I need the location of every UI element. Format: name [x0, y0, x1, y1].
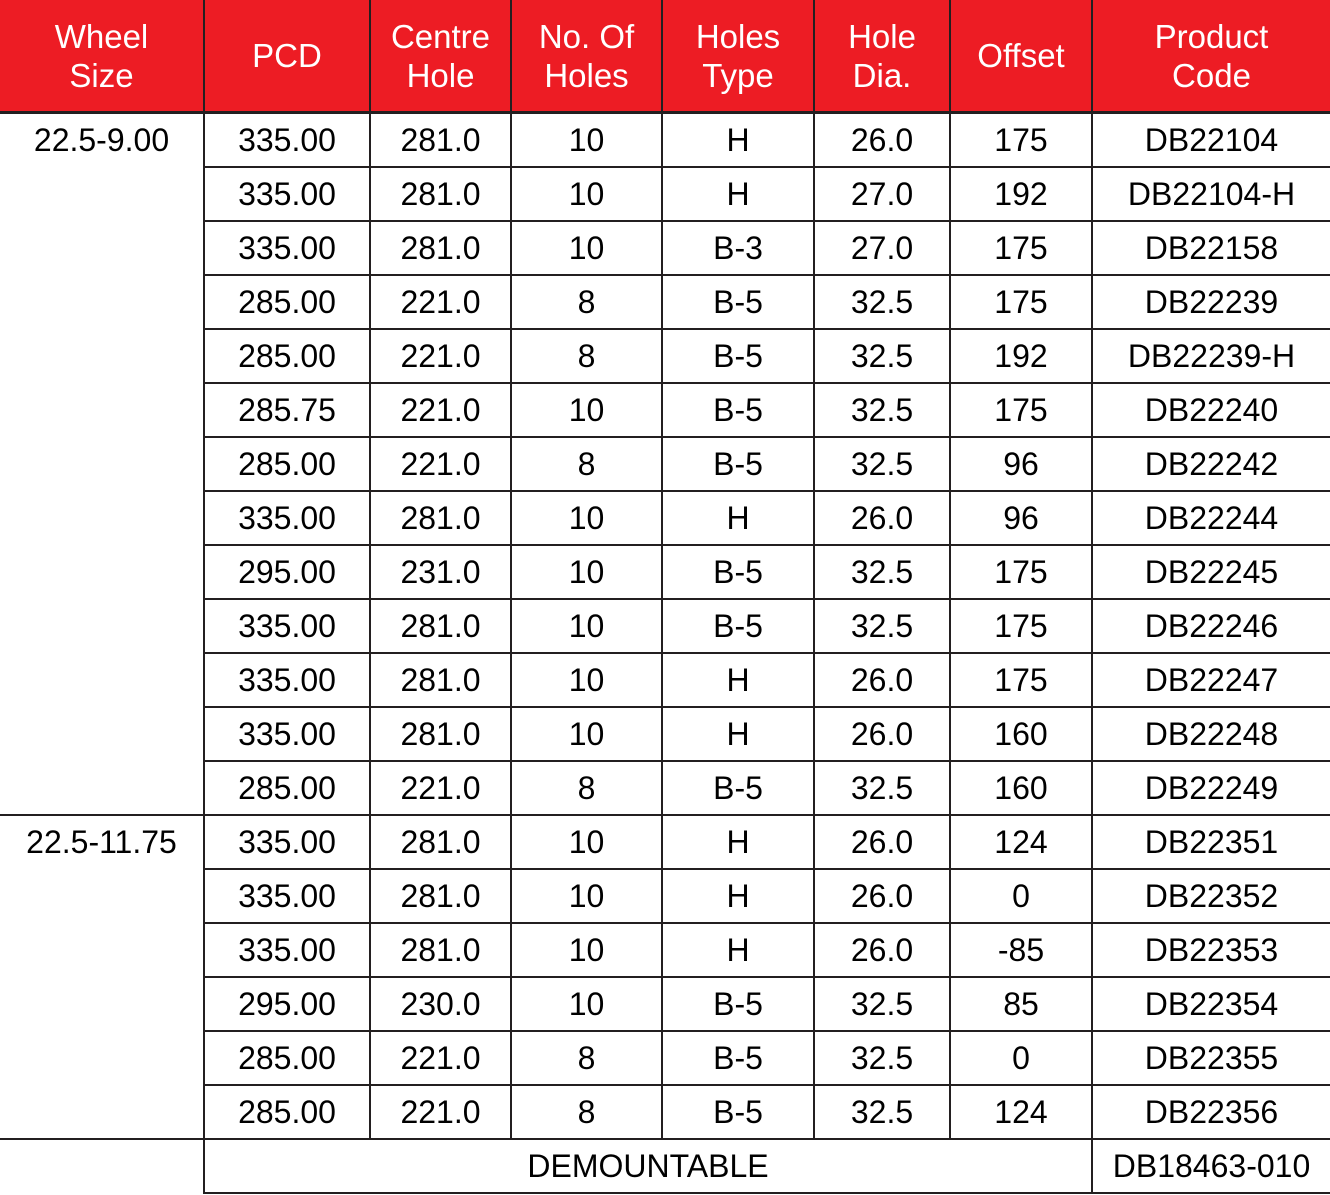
no-of-holes-cell: 10	[511, 491, 662, 545]
centre-hole-cell: 221.0	[370, 1085, 511, 1139]
product-code-cell: DB22246	[1092, 599, 1330, 653]
offset-cell: 175	[950, 653, 1092, 707]
no-of-holes-cell: 10	[511, 977, 662, 1031]
holes-type-cell: H	[662, 167, 814, 221]
pcd-cell: 335.00	[204, 923, 370, 977]
no-of-holes-cell: 8	[511, 761, 662, 815]
holes-type-cell: B-5	[662, 329, 814, 383]
wheel-size-cell: 22.5-11.75	[0, 815, 204, 1139]
pcd-cell: 295.00	[204, 545, 370, 599]
pcd-cell: 335.00	[204, 653, 370, 707]
product-code-cell: DB22355	[1092, 1031, 1330, 1085]
no-of-holes-cell: 10	[511, 923, 662, 977]
offset-cell: 175	[950, 599, 1092, 653]
holes-type-cell: B-5	[662, 1031, 814, 1085]
offset-cell: 124	[950, 1085, 1092, 1139]
hole-dia-cell: 32.5	[814, 977, 950, 1031]
product-code-cell: DB22249	[1092, 761, 1330, 815]
no-of-holes-cell: 10	[511, 599, 662, 653]
offset-cell: 175	[950, 275, 1092, 329]
header-centre-hole: Centre Hole	[370, 0, 511, 113]
table-body	[0, 113, 1330, 1194]
offset-cell: 175	[950, 545, 1092, 599]
centre-hole-cell: 231.0	[370, 545, 511, 599]
pcd-cell: 285.00	[204, 329, 370, 383]
product-code-cell: DB22104	[1092, 113, 1330, 168]
offset-cell: 192	[950, 329, 1092, 383]
offset-cell: 175	[950, 383, 1092, 437]
centre-hole-cell: 281.0	[370, 707, 511, 761]
pcd-cell: 335.00	[204, 599, 370, 653]
offset-cell: 85	[950, 977, 1092, 1031]
holes-type-cell: H	[662, 923, 814, 977]
header-no-of-holes: No. Of Holes	[511, 0, 662, 113]
holes-type-cell: H	[662, 491, 814, 545]
no-of-holes-cell: 10	[511, 707, 662, 761]
holes-type-cell: B-5	[662, 545, 814, 599]
holes-type-cell: H	[662, 707, 814, 761]
pcd-cell: 335.00	[204, 707, 370, 761]
no-of-holes-cell: 8	[511, 329, 662, 383]
holes-type-cell: B-3	[662, 221, 814, 275]
pcd-cell: 285.75	[204, 383, 370, 437]
holes-type-cell: B-5	[662, 1085, 814, 1139]
no-of-holes-cell: 10	[511, 815, 662, 869]
demountable-label: DEMOUNTABLE	[204, 1139, 1092, 1193]
pcd-cell: 335.00	[204, 491, 370, 545]
pcd-cell: 285.00	[204, 761, 370, 815]
product-code-cell: DB22240	[1092, 383, 1330, 437]
holes-type-cell: H	[662, 869, 814, 923]
hole-dia-cell: 32.5	[814, 599, 950, 653]
product-code-cell: DB22352	[1092, 869, 1330, 923]
offset-cell: 160	[950, 761, 1092, 815]
header-product-code: Product Code	[1092, 0, 1330, 113]
pcd-cell: 335.00	[204, 815, 370, 869]
product-code-cell: DB22247	[1092, 653, 1330, 707]
centre-hole-cell: 221.0	[370, 1031, 511, 1085]
no-of-holes-cell: 8	[511, 437, 662, 491]
holes-type-cell: H	[662, 815, 814, 869]
holes-type-cell: B-5	[662, 599, 814, 653]
holes-type-cell: H	[662, 653, 814, 707]
pcd-cell: 285.00	[204, 1085, 370, 1139]
holes-type-cell: B-5	[662, 437, 814, 491]
offset-cell: 96	[950, 437, 1092, 491]
header-pcd: PCD	[204, 0, 370, 113]
centre-hole-cell: 281.0	[370, 221, 511, 275]
hole-dia-cell: 32.5	[814, 329, 950, 383]
product-code-cell: DB22239	[1092, 275, 1330, 329]
pcd-cell: 335.00	[204, 869, 370, 923]
no-of-holes-cell: 10	[511, 869, 662, 923]
hole-dia-cell: 32.5	[814, 437, 950, 491]
offset-cell: 0	[950, 869, 1092, 923]
offset-cell: -85	[950, 923, 1092, 977]
hole-dia-cell: 26.0	[814, 491, 950, 545]
centre-hole-cell: 281.0	[370, 113, 511, 168]
product-code-cell: DB22353	[1092, 923, 1330, 977]
hole-dia-cell: 32.5	[814, 545, 950, 599]
product-code-cell: DB22242	[1092, 437, 1330, 491]
product-code-cell: DB22239-H	[1092, 329, 1330, 383]
centre-hole-cell: 281.0	[370, 869, 511, 923]
hole-dia-cell: 32.5	[814, 1085, 950, 1139]
offset-cell: 175	[950, 221, 1092, 275]
no-of-holes-cell: 10	[511, 221, 662, 275]
centre-hole-cell: 221.0	[370, 275, 511, 329]
centre-hole-cell: 281.0	[370, 491, 511, 545]
hole-dia-cell: 32.5	[814, 275, 950, 329]
hole-dia-cell: 32.5	[814, 1031, 950, 1085]
header-hole-dia: Hole Dia.	[814, 0, 950, 113]
product-code-cell: DB22351	[1092, 815, 1330, 869]
holes-type-cell: B-5	[662, 383, 814, 437]
header-offset: Offset	[950, 0, 1092, 113]
no-of-holes-cell: 8	[511, 275, 662, 329]
header-row	[0, 0, 1330, 113]
hole-dia-cell: 27.0	[814, 167, 950, 221]
pcd-cell: 295.00	[204, 977, 370, 1031]
header-holes-type: Holes Type	[662, 0, 814, 113]
centre-hole-cell: 281.0	[370, 167, 511, 221]
no-of-holes-cell: 10	[511, 113, 662, 168]
holes-type-cell: B-5	[662, 275, 814, 329]
offset-cell: 124	[950, 815, 1092, 869]
hole-dia-cell: 32.5	[814, 761, 950, 815]
pcd-cell: 285.00	[204, 1031, 370, 1085]
offset-cell: 96	[950, 491, 1092, 545]
centre-hole-cell: 221.0	[370, 383, 511, 437]
demountable-code: DB18463-010	[1092, 1139, 1330, 1193]
centre-hole-cell: 221.0	[370, 329, 511, 383]
hole-dia-cell: 26.0	[814, 815, 950, 869]
hole-dia-cell: 26.0	[814, 113, 950, 168]
product-code-cell: DB22356	[1092, 1085, 1330, 1139]
pcd-cell: 285.00	[204, 275, 370, 329]
offset-cell: 0	[950, 1031, 1092, 1085]
holes-type-cell: B-5	[662, 977, 814, 1031]
pcd-cell: 285.00	[204, 437, 370, 491]
table-row	[0, 815, 1330, 869]
no-of-holes-cell: 8	[511, 1031, 662, 1085]
product-code-cell: DB22158	[1092, 221, 1330, 275]
hole-dia-cell: 26.0	[814, 653, 950, 707]
no-of-holes-cell: 10	[511, 167, 662, 221]
centre-hole-cell: 281.0	[370, 923, 511, 977]
centre-hole-cell: 221.0	[370, 437, 511, 491]
table-row	[0, 113, 1330, 168]
hole-dia-cell: 26.0	[814, 869, 950, 923]
no-of-holes-cell: 10	[511, 653, 662, 707]
hole-dia-cell: 32.5	[814, 383, 950, 437]
header-wheel-size: Wheel Size	[0, 0, 204, 113]
offset-cell: 160	[950, 707, 1092, 761]
no-of-holes-cell: 10	[511, 383, 662, 437]
centre-hole-cell: 221.0	[370, 761, 511, 815]
product-code-cell: DB22354	[1092, 977, 1330, 1031]
centre-hole-cell: 281.0	[370, 815, 511, 869]
hole-dia-cell: 26.0	[814, 923, 950, 977]
hole-dia-cell: 26.0	[814, 707, 950, 761]
centre-hole-cell: 281.0	[370, 599, 511, 653]
centre-hole-cell: 281.0	[370, 653, 511, 707]
holes-type-cell: B-5	[662, 761, 814, 815]
empty-cell	[0, 1139, 204, 1193]
demountable-row	[0, 1139, 1330, 1193]
pcd-cell: 335.00	[204, 167, 370, 221]
product-code-cell: DB22244	[1092, 491, 1330, 545]
offset-cell: 175	[950, 113, 1092, 168]
no-of-holes-cell: 8	[511, 1085, 662, 1139]
centre-hole-cell: 230.0	[370, 977, 511, 1031]
offset-cell: 192	[950, 167, 1092, 221]
product-code-cell: DB22104-H	[1092, 167, 1330, 221]
no-of-holes-cell: 10	[511, 545, 662, 599]
wheel-size-cell: 22.5-9.00	[0, 113, 204, 816]
holes-type-cell: H	[662, 113, 814, 168]
pcd-cell: 335.00	[204, 113, 370, 168]
product-code-cell: DB22248	[1092, 707, 1330, 761]
product-code-cell: DB22245	[1092, 545, 1330, 599]
hole-dia-cell: 27.0	[814, 221, 950, 275]
pcd-cell: 335.00	[204, 221, 370, 275]
